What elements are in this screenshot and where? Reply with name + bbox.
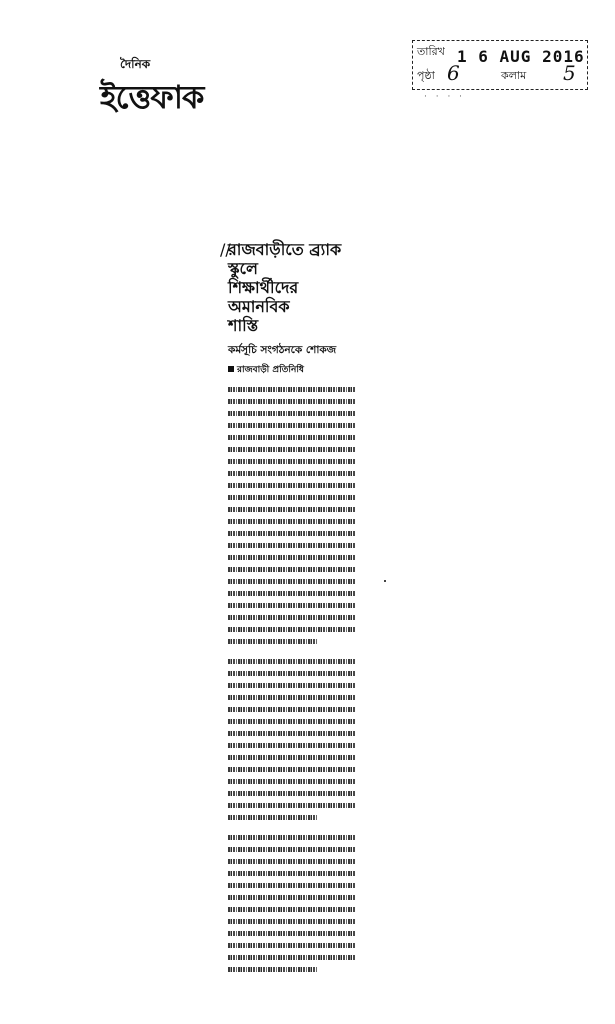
stamp-column-value: 5 bbox=[563, 61, 576, 85]
scan-noise: · · · · bbox=[424, 92, 466, 102]
scan-dot bbox=[384, 580, 386, 582]
text-line bbox=[228, 623, 356, 635]
text-line bbox=[228, 479, 356, 491]
text-line bbox=[228, 763, 356, 775]
text-line bbox=[228, 703, 356, 715]
text-line bbox=[228, 891, 356, 903]
text-line bbox=[228, 915, 356, 927]
masthead-title: ইত্তেফাক bbox=[100, 78, 204, 116]
byline-text: রাজবাড়ী প্রতিনিধি bbox=[237, 365, 304, 375]
text-line bbox=[228, 831, 356, 843]
article-byline bbox=[228, 362, 356, 377]
masthead-daily-label: দৈনিক bbox=[120, 57, 151, 71]
stamp-column-label: কলাম bbox=[501, 69, 527, 82]
text-line bbox=[228, 407, 356, 419]
text-line bbox=[228, 939, 356, 951]
text-line bbox=[228, 563, 356, 575]
text-line bbox=[228, 727, 356, 739]
text-line bbox=[228, 843, 356, 855]
article-paragraph-3 bbox=[228, 831, 356, 975]
text-line bbox=[228, 751, 356, 763]
text-line bbox=[228, 679, 356, 691]
text-line bbox=[228, 515, 356, 527]
text-line bbox=[228, 635, 318, 647]
stamp-page-label: পৃষ্ঠা bbox=[417, 69, 435, 82]
text-line bbox=[228, 431, 356, 443]
news-clipping bbox=[220, 240, 356, 975]
text-line bbox=[228, 963, 318, 975]
text-line bbox=[228, 867, 356, 879]
text-line bbox=[228, 503, 356, 515]
text-line bbox=[228, 855, 356, 867]
text-line bbox=[228, 611, 356, 623]
headline-line-1: রাজবাড়ীতে ব্র্যাক স্কুলে bbox=[228, 240, 342, 278]
text-line bbox=[228, 655, 356, 667]
text-line bbox=[228, 527, 356, 539]
stamp-date-label: তারিখ bbox=[417, 45, 445, 58]
text-line bbox=[228, 383, 356, 395]
text-line bbox=[228, 667, 356, 679]
clip-bracket-mark: // bbox=[220, 240, 231, 259]
byline-square-icon bbox=[228, 366, 234, 372]
article-body bbox=[228, 383, 356, 975]
article-headline bbox=[220, 240, 356, 335]
text-line bbox=[228, 551, 356, 563]
article-subhead: কর্মসূচি সংগঠনকে শোকজ bbox=[228, 344, 337, 356]
headline-line-2: শিক্ষার্থীদের অমানবিক bbox=[228, 278, 299, 316]
text-line bbox=[228, 395, 356, 407]
article-paragraph-1 bbox=[228, 383, 356, 647]
text-line bbox=[228, 467, 356, 479]
text-line bbox=[228, 575, 356, 587]
text-line bbox=[228, 739, 356, 751]
text-line bbox=[228, 691, 356, 703]
text-line bbox=[228, 927, 356, 939]
text-line bbox=[228, 539, 356, 551]
text-line bbox=[228, 903, 356, 915]
text-line bbox=[228, 599, 356, 611]
text-line bbox=[228, 587, 356, 599]
text-line bbox=[228, 951, 356, 963]
text-line bbox=[228, 775, 356, 787]
text-line bbox=[228, 799, 356, 811]
headline-line-3: শাস্তি bbox=[228, 316, 259, 335]
text-line bbox=[228, 787, 356, 799]
text-line bbox=[228, 491, 356, 503]
date-stamp bbox=[412, 40, 588, 90]
text-line bbox=[228, 715, 356, 727]
stamp-date-value: 1 6 AUG 2016 bbox=[457, 47, 585, 66]
article-paragraph-2 bbox=[228, 655, 356, 823]
text-line bbox=[228, 879, 356, 891]
text-line bbox=[228, 443, 356, 455]
text-line bbox=[228, 455, 356, 467]
stamp-page-value: 6 bbox=[447, 61, 460, 85]
text-line bbox=[228, 811, 318, 823]
text-line bbox=[228, 419, 356, 431]
